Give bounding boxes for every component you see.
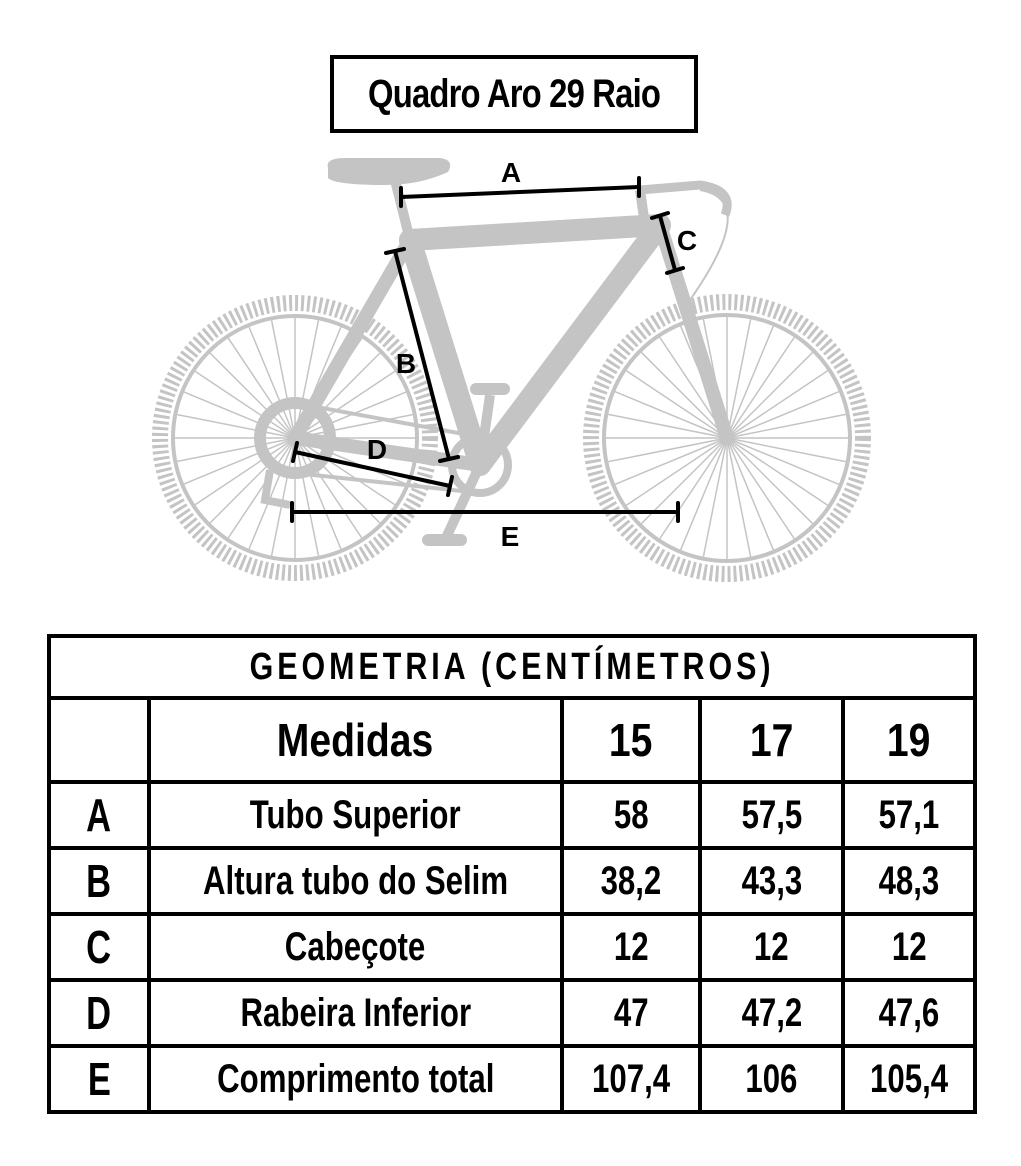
spoke <box>727 438 813 524</box>
geometry-table <box>47 634 977 1114</box>
row-letter: B <box>49 848 149 914</box>
table-row <box>49 914 975 980</box>
column-header-row <box>49 698 975 782</box>
row-name: Cabeçote <box>149 914 562 980</box>
row-value-15: 47 <box>562 980 700 1046</box>
spoke <box>727 352 813 438</box>
page-title: Quadro Aro 29 Raio <box>367 71 661 116</box>
label-d: D <box>366 434 388 465</box>
pedal-bottom <box>422 534 467 546</box>
row-value-19: 105,4 <box>843 1046 975 1112</box>
spoke <box>210 438 295 523</box>
column-header-15: 15 <box>562 698 700 782</box>
saddle <box>328 158 451 185</box>
column-header-empty <box>49 698 149 782</box>
column-header-17: 17 <box>700 698 843 782</box>
label-c: C <box>676 225 698 256</box>
bike-diagram <box>0 140 1021 600</box>
column-header-medidas: Medidas <box>149 698 562 782</box>
row-value-17: 12 <box>700 914 843 980</box>
row-value-15: 107,4 <box>562 1046 700 1112</box>
row-letter: A <box>49 782 149 848</box>
handlebar <box>640 185 727 215</box>
row-value-15: 12 <box>562 914 700 980</box>
table-row <box>49 1046 975 1112</box>
table-row <box>49 848 975 914</box>
table-header: GEOMETRIA (CENTÍMETROS) <box>49 636 975 698</box>
row-value-19: 47,6 <box>843 980 975 1046</box>
row-letter: E <box>49 1046 149 1112</box>
row-name: Comprimento total <box>149 1046 562 1112</box>
measure-a-line <box>401 187 639 197</box>
table-row <box>49 782 975 848</box>
label-b: B <box>395 348 417 379</box>
row-value-15: 58 <box>562 782 700 848</box>
title-box <box>330 55 698 133</box>
pedal-top <box>470 383 510 395</box>
row-value-17: 43,3 <box>700 848 843 914</box>
row-name: Altura tubo do Selim <box>149 848 562 914</box>
table-row <box>49 980 975 1046</box>
label-e: E <box>500 521 520 552</box>
column-header-19: 19 <box>843 698 975 782</box>
row-value-19: 48,3 <box>843 848 975 914</box>
row-value-15: 38,2 <box>562 848 700 914</box>
row-name: Tubo Superior <box>149 782 562 848</box>
row-letter: D <box>49 980 149 1046</box>
bike-illustration <box>160 180 863 574</box>
row-value-17: 57,5 <box>700 782 843 848</box>
row-value-17: 47,2 <box>700 980 843 1046</box>
spoke <box>210 353 295 438</box>
row-name: Rabeira Inferior <box>149 980 562 1046</box>
row-value-19: 12 <box>843 914 975 980</box>
row-value-17: 106 <box>700 1046 843 1112</box>
label-a: A <box>500 157 522 188</box>
row-letter: C <box>49 914 149 980</box>
row-value-19: 57,1 <box>843 782 975 848</box>
